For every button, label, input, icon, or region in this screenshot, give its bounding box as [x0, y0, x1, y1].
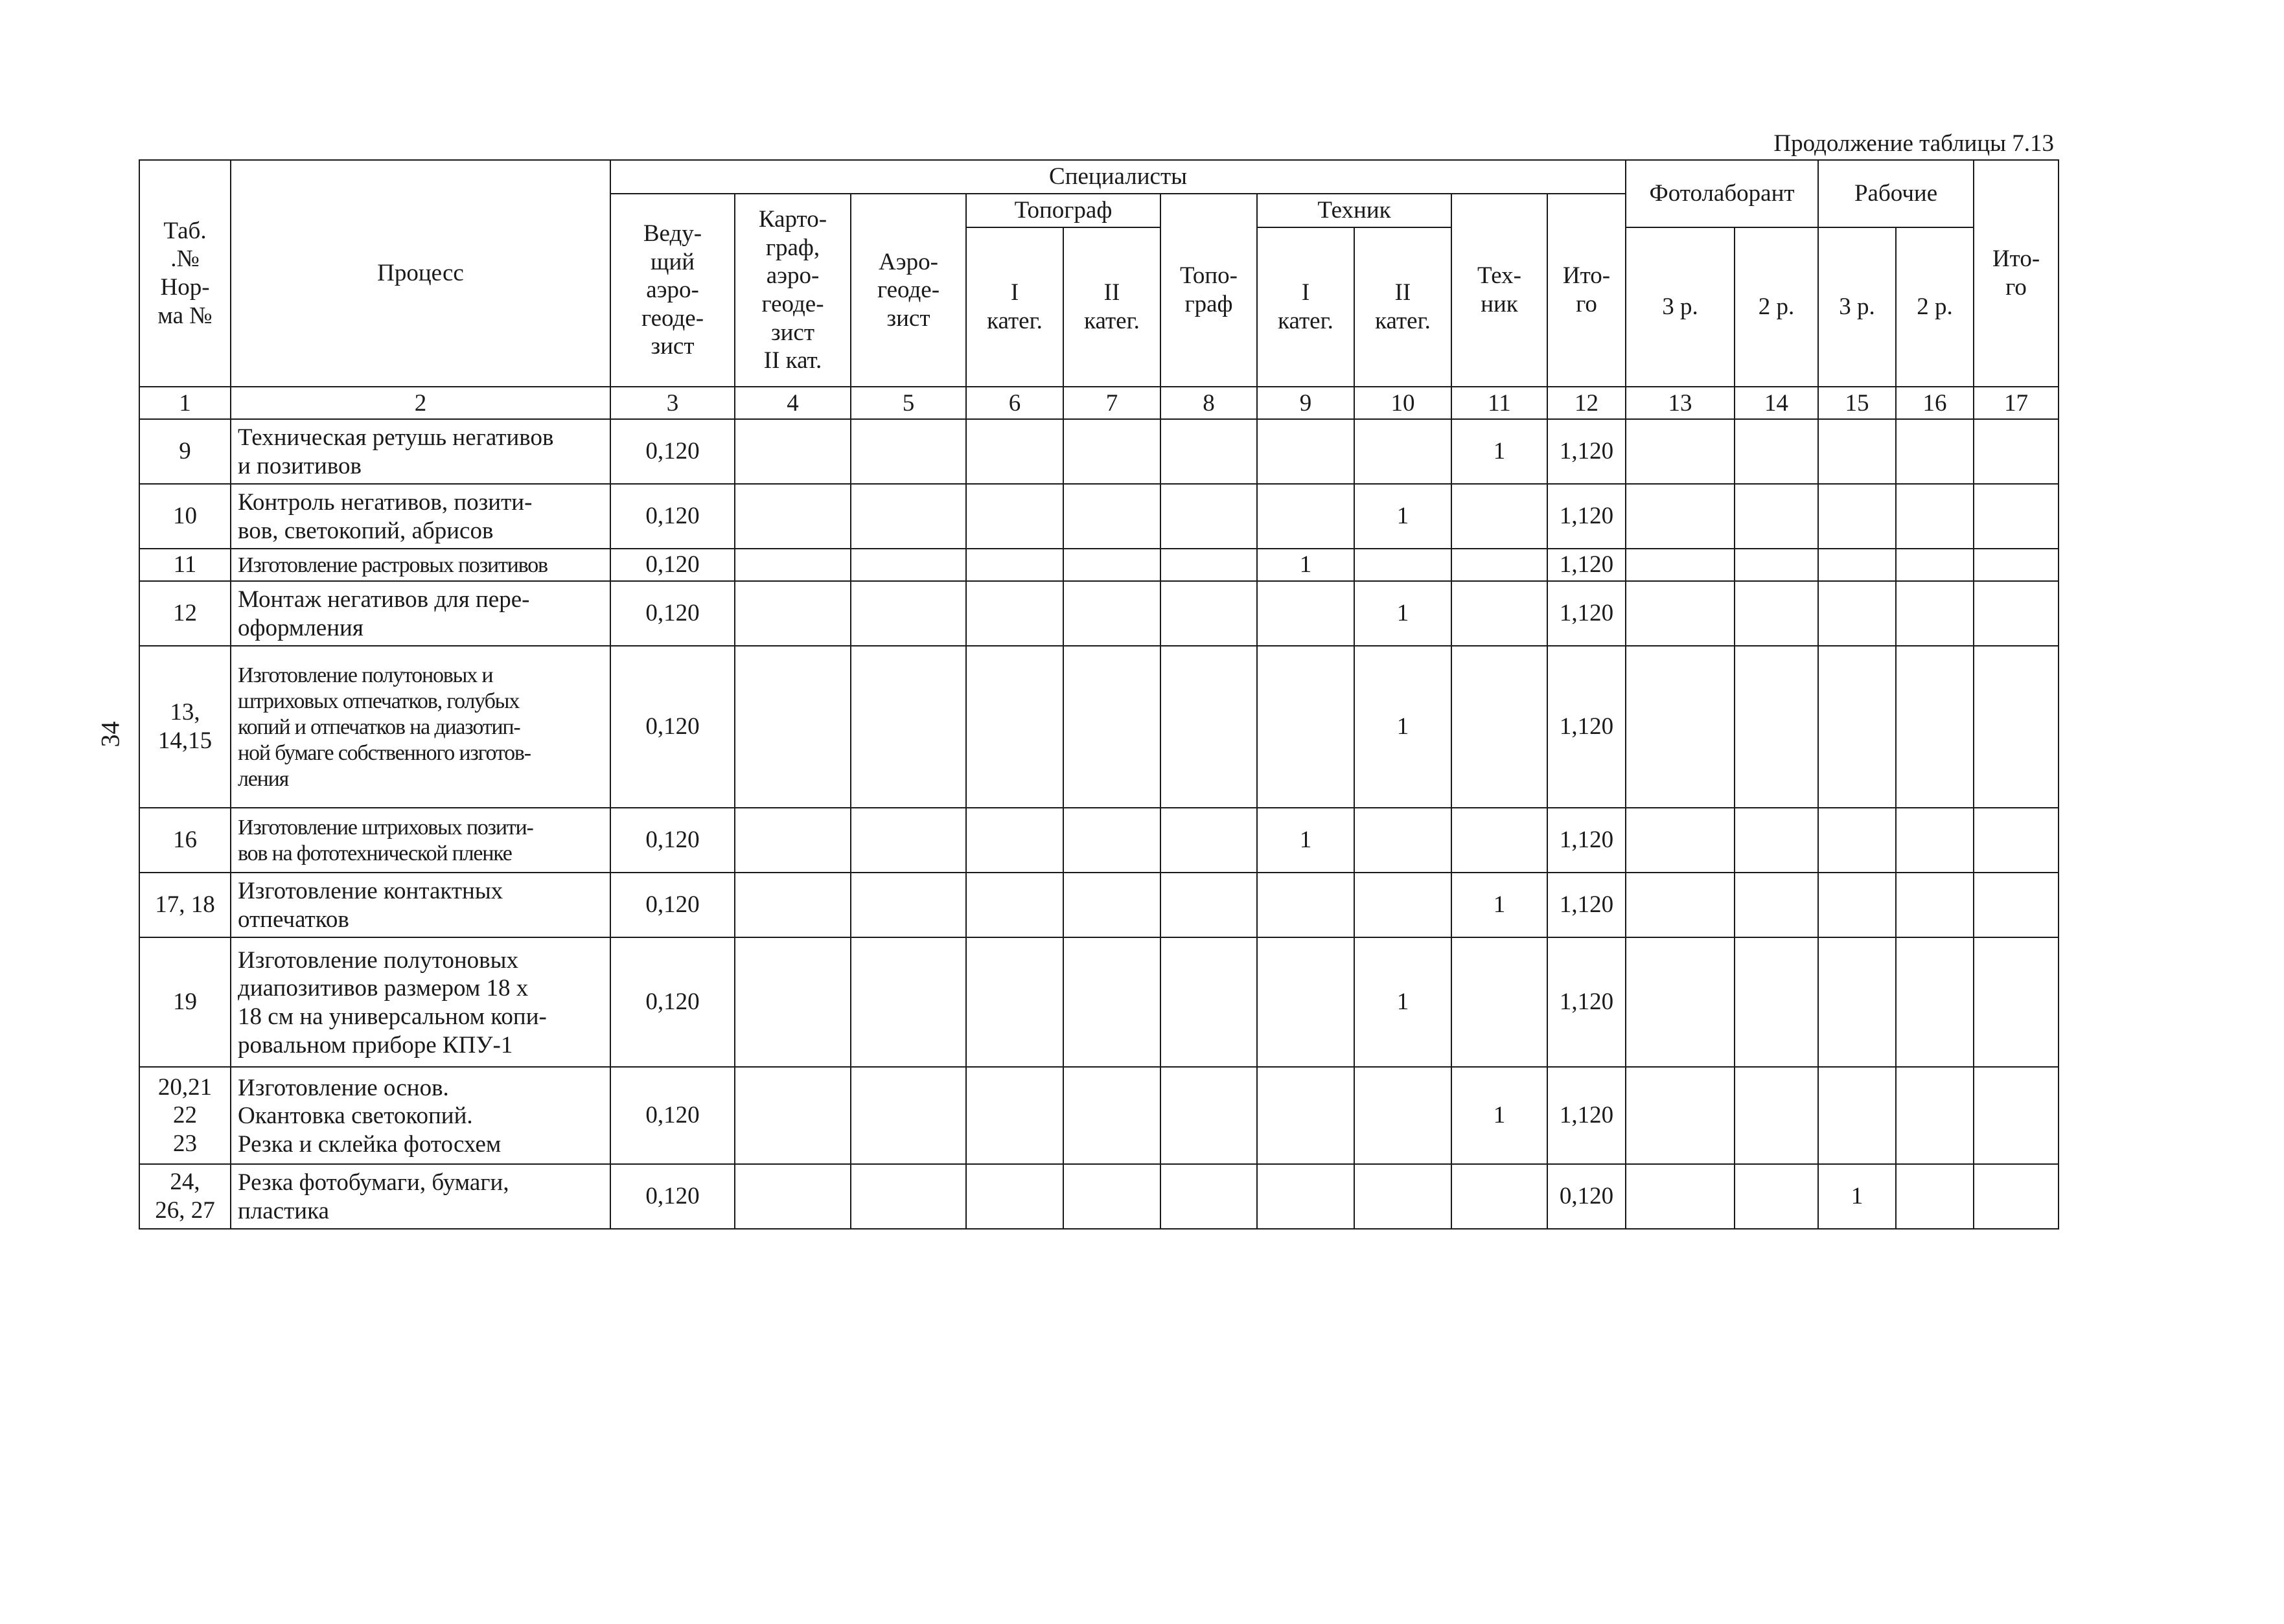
value-cell [735, 581, 851, 646]
value-cell [1354, 1067, 1451, 1164]
process-cell [231, 873, 610, 937]
header-tab-norma [139, 160, 231, 387]
text-line: геоде- [641, 304, 704, 332]
text-line: штриховых отпечатков, голубых [238, 689, 520, 713]
text-line: 23 [173, 1130, 197, 1157]
table-row [139, 646, 2059, 808]
value-cell: 0,120 [610, 937, 735, 1067]
value-cell [1160, 873, 1257, 937]
value-cell [851, 419, 966, 484]
norms-table [139, 159, 2059, 1229]
text-line: ной бумаге собственного изготов- [238, 741, 531, 766]
text-line: 26, 27 [155, 1197, 215, 1224]
value-cell [735, 419, 851, 484]
header-fotolaborant: Фотолаборант [1626, 160, 1818, 227]
value-cell [1451, 1164, 1547, 1229]
value-cell [1063, 873, 1160, 937]
header-itogo-total [1974, 160, 2059, 387]
table-row [139, 937, 2059, 1067]
table-row [139, 1067, 2059, 1164]
text-line: вов, светокопий, абрисов [238, 518, 494, 544]
value-cell [1257, 581, 1354, 646]
value-cell [1626, 581, 1735, 646]
value-cell [1735, 808, 1818, 873]
value-cell [1257, 873, 1354, 937]
text-line: катег. [1084, 308, 1140, 334]
value-cell: 1,120 [1547, 419, 1626, 484]
value-cell [1160, 484, 1257, 549]
text-line: ма № [157, 302, 213, 329]
table-row [139, 808, 2059, 873]
value-cell [1063, 1164, 1160, 1229]
value-cell: 1 [1451, 419, 1547, 484]
value-cell [1063, 646, 1160, 808]
value-cell [1626, 419, 1735, 484]
text-line: диапозитивов размером 18 х [238, 975, 529, 1002]
value-cell: 1 [1818, 1164, 1896, 1229]
header-tekhnik [1451, 194, 1547, 387]
text-line: зист [651, 333, 695, 360]
value-cell: 0,120 [610, 808, 735, 873]
value-cell [1063, 1067, 1160, 1164]
value-cell [1896, 419, 1974, 484]
text-line: 24, [170, 1169, 200, 1196]
text-line: Изготовление полутоновых и [238, 663, 493, 687]
column-number-cell: 6 [966, 387, 1063, 419]
value-cell [1896, 549, 1974, 581]
text-line: 14,15 [157, 727, 213, 754]
value-cell [1896, 937, 1974, 1067]
value-cell [1063, 419, 1160, 484]
value-cell: 1 [1354, 484, 1451, 549]
value-cell [1974, 581, 2059, 646]
value-cell [1896, 808, 1974, 873]
text-line: I [1301, 279, 1310, 306]
value-cell [1896, 581, 1974, 646]
row-number-cell [139, 484, 231, 549]
table-row [139, 581, 2059, 646]
value-cell: 1 [1354, 646, 1451, 808]
table-body [139, 419, 2059, 1229]
column-number-cell: 17 [1974, 387, 2059, 419]
value-cell [1818, 419, 1896, 484]
value-cell [1354, 549, 1451, 581]
value-cell [1735, 419, 1818, 484]
process-cell [231, 808, 610, 873]
row-number-cell [139, 549, 231, 581]
value-cell [1354, 419, 1451, 484]
value-cell: 0,120 [610, 484, 735, 549]
value-cell [851, 549, 966, 581]
value-cell [1451, 937, 1547, 1067]
value-cell [1257, 646, 1354, 808]
value-cell [1160, 937, 1257, 1067]
text-line: II [1103, 279, 1120, 306]
value-cell: 1,120 [1547, 549, 1626, 581]
value-cell [1626, 646, 1735, 808]
header-aerogeodezist [851, 194, 966, 387]
value-cell: 1,120 [1547, 484, 1626, 549]
text-line: Изготовление штриховых позити- [238, 815, 533, 840]
value-cell [1257, 419, 1354, 484]
text-line: аэро- [766, 262, 820, 290]
process-cell [231, 646, 610, 808]
column-number-cell: 5 [851, 387, 966, 419]
text-line: отпечатков [238, 906, 349, 933]
value-cell [966, 873, 1063, 937]
text-line: 18 см на универсальном копи- [238, 1003, 547, 1030]
text-line: 11 [173, 551, 197, 578]
header-tekhnik-cat1 [1257, 227, 1354, 387]
value-cell [1626, 1164, 1735, 1229]
text-line: пластика [238, 1198, 329, 1224]
value-cell [1896, 1164, 1974, 1229]
column-number-cell: 10 [1354, 387, 1451, 419]
value-cell [966, 549, 1063, 581]
value-cell [1735, 1067, 1818, 1164]
header-rab-3r: 3 р. [1818, 227, 1896, 387]
row-number-cell [139, 646, 231, 808]
value-cell [1354, 1164, 1451, 1229]
value-cell: 0,120 [610, 1067, 735, 1164]
value-cell: 1 [1451, 1067, 1547, 1164]
value-cell [1896, 646, 1974, 808]
value-cell [1735, 873, 1818, 937]
text-line: 19 [173, 989, 197, 1016]
value-cell [966, 1164, 1063, 1229]
value-cell [1974, 937, 2059, 1067]
value-cell [1818, 484, 1896, 549]
row-number-cell [139, 873, 231, 937]
value-cell [1896, 873, 1974, 937]
header-foto-2r: 2 р. [1735, 227, 1818, 387]
value-cell [1063, 581, 1160, 646]
value-cell [1974, 549, 2059, 581]
value-cell [735, 484, 851, 549]
value-cell [966, 581, 1063, 646]
text-line: и позитивов [238, 453, 362, 479]
value-cell [1818, 937, 1896, 1067]
page-number: 34 [95, 721, 125, 748]
value-cell: 1,120 [1547, 581, 1626, 646]
value-cell [966, 419, 1063, 484]
table-row [139, 484, 2059, 549]
text-line: Резка и склейка фотосхем [238, 1130, 502, 1158]
value-cell: 0,120 [610, 1164, 735, 1229]
value-cell [1818, 808, 1896, 873]
value-cell [966, 1067, 1063, 1164]
text-line: геоде- [761, 291, 824, 317]
value-cell: 1,120 [1547, 1067, 1626, 1164]
text-line: II кат. [763, 347, 822, 374]
process-cell [231, 581, 610, 646]
header-topograf-cat2 [1063, 227, 1160, 387]
text-line: Топо- [1180, 262, 1238, 290]
value-cell: 1,120 [1547, 646, 1626, 808]
value-cell: 0,120 [610, 873, 735, 937]
value-cell [1974, 808, 2059, 873]
text-line: 17, 18 [155, 891, 215, 919]
value-cell: 0,120 [1547, 1164, 1626, 1229]
column-numbers-row [139, 387, 2059, 419]
row-number-cell [139, 808, 231, 873]
text-line: I [1010, 279, 1019, 306]
process-cell [231, 937, 610, 1067]
value-cell [1160, 549, 1257, 581]
column-number-cell: 16 [1896, 387, 1974, 419]
value-cell [851, 873, 966, 937]
text-line: зист [886, 304, 930, 332]
text-line: Таб. [163, 217, 207, 244]
text-line: аэро- [646, 277, 699, 304]
value-cell [1160, 646, 1257, 808]
value-cell [1626, 484, 1735, 549]
value-cell [1257, 1067, 1354, 1164]
text-line: граф, [765, 234, 820, 261]
text-line: .№ [170, 246, 200, 273]
value-cell: 1,120 [1547, 873, 1626, 937]
value-cell [1974, 646, 2059, 808]
text-line: ник [1481, 291, 1518, 317]
column-number-cell: 12 [1547, 387, 1626, 419]
value-cell [1160, 419, 1257, 484]
value-cell [735, 1067, 851, 1164]
text-line: вов на фототехнической пленке [238, 841, 512, 865]
value-cell [1818, 549, 1896, 581]
text-line: 9 [179, 438, 191, 465]
value-cell [1063, 808, 1160, 873]
column-number-cell: 8 [1160, 387, 1257, 419]
value-cell [1896, 1067, 1974, 1164]
text-line: 10 [173, 503, 197, 530]
value-cell [1735, 581, 1818, 646]
value-cell [1735, 646, 1818, 808]
text-line: го [2005, 274, 2027, 301]
value-cell [1818, 873, 1896, 937]
value-cell [1451, 484, 1547, 549]
value-cell [1451, 581, 1547, 646]
value-cell [1257, 937, 1354, 1067]
text-line: Окантовка светокопий. [238, 1103, 473, 1130]
value-cell [1160, 808, 1257, 873]
value-cell [1974, 1067, 2059, 1164]
table-row [139, 549, 2059, 581]
text-line: ления [238, 767, 289, 792]
header-tekhnik-cat2 [1354, 227, 1451, 387]
column-number-cell: 1 [139, 387, 231, 419]
value-cell [851, 808, 966, 873]
text-line: Техническая ретушь негативов [238, 424, 554, 452]
value-cell: 1 [1257, 808, 1354, 873]
row-number-cell [139, 581, 231, 646]
text-line: Нор- [160, 274, 210, 301]
value-cell [966, 484, 1063, 549]
text-line: зист [770, 319, 814, 346]
row-number-cell [139, 1067, 231, 1164]
column-number-cell: 13 [1626, 387, 1735, 419]
column-number-cell: 2 [231, 387, 610, 419]
value-cell [1974, 419, 2059, 484]
text-line: катег. [987, 308, 1043, 334]
value-cell [1063, 937, 1160, 1067]
row-number-cell [139, 937, 231, 1067]
value-cell [966, 937, 1063, 1067]
text-line: Изготовление растровых позитивов [238, 553, 548, 577]
process-cell [231, 419, 610, 484]
value-cell [1354, 808, 1451, 873]
text-line: го [1576, 291, 1597, 317]
column-number-cell: 11 [1451, 387, 1547, 419]
text-line: геоде- [877, 277, 940, 304]
column-number-cell: 14 [1735, 387, 1818, 419]
value-cell [1626, 549, 1735, 581]
value-cell [1974, 1164, 2059, 1229]
value-cell [851, 937, 966, 1067]
text-line: щий [650, 248, 695, 275]
value-cell [1160, 1067, 1257, 1164]
value-cell [735, 937, 851, 1067]
text-line: Ито- [1562, 262, 1611, 290]
column-number-cell: 15 [1818, 387, 1896, 419]
header-foto-3r: 3 р. [1626, 227, 1735, 387]
column-number-cell: 9 [1257, 387, 1354, 419]
header-topograf-group: Топограф [966, 194, 1160, 227]
header-process: Процесс [231, 160, 610, 387]
value-cell [1160, 1164, 1257, 1229]
value-cell: 1,120 [1547, 808, 1626, 873]
text-line: копий и отпечатков на диазотип- [238, 715, 520, 739]
value-cell: 1 [1354, 581, 1451, 646]
text-line: 13, [170, 699, 200, 726]
header-tekhnik-group: Техник [1257, 194, 1451, 227]
value-cell [1735, 484, 1818, 549]
value-cell [851, 484, 966, 549]
text-line: 12 [173, 600, 197, 627]
value-cell [966, 646, 1063, 808]
header-specialists: Специалисты [610, 160, 1626, 194]
value-cell [1257, 1164, 1354, 1229]
value-cell [1735, 549, 1818, 581]
process-cell [231, 484, 610, 549]
process-cell [231, 1067, 610, 1164]
value-cell: 1 [1257, 549, 1354, 581]
header-itogo-specialists [1547, 194, 1626, 387]
value-cell [1451, 549, 1547, 581]
value-cell [735, 808, 851, 873]
text-line: оформления [238, 615, 363, 641]
text-line: 22 [173, 1102, 197, 1129]
value-cell: 1,120 [1547, 937, 1626, 1067]
text-line: 16 [173, 827, 197, 854]
value-cell: 0,120 [610, 581, 735, 646]
text-line: Тех- [1477, 262, 1521, 290]
text-line: ровальном приборе КПУ-1 [238, 1031, 513, 1058]
value-cell [1735, 937, 1818, 1067]
value-cell [735, 1164, 851, 1229]
table-header [139, 160, 2059, 419]
value-cell [735, 646, 851, 808]
value-cell [1818, 1067, 1896, 1164]
value-cell [851, 1164, 966, 1229]
header-kartograf [735, 194, 851, 387]
value-cell [1354, 873, 1451, 937]
value-cell [1257, 484, 1354, 549]
table-caption: Продолжение таблицы 7.13 [1773, 130, 2054, 157]
header-rabochie: Рабочие [1818, 160, 1974, 227]
text-line: Резка фотобумаги, бумаги, [238, 1169, 509, 1196]
value-cell: 1 [1451, 873, 1547, 937]
text-line: Ито- [1992, 246, 2040, 273]
value-cell: 0,120 [610, 549, 735, 581]
value-cell [1626, 937, 1735, 1067]
value-cell [851, 581, 966, 646]
value-cell [1063, 484, 1160, 549]
value-cell [851, 1067, 966, 1164]
value-cell: 1 [1354, 937, 1451, 1067]
process-cell [231, 549, 610, 581]
value-cell [851, 646, 966, 808]
text-line: катег. [1375, 308, 1431, 334]
value-cell [966, 808, 1063, 873]
value-cell [735, 549, 851, 581]
value-cell: 0,120 [610, 646, 735, 808]
table-row [139, 1164, 2059, 1229]
text-line: граф [1184, 291, 1233, 317]
value-cell [1896, 484, 1974, 549]
text-line: Изготовление основ. [238, 1074, 449, 1101]
column-number-cell: 3 [610, 387, 735, 419]
table-row [139, 873, 2059, 937]
text-line: Контроль негативов, позити- [238, 489, 533, 516]
text-line: Веду- [643, 220, 702, 247]
value-cell: 0,120 [610, 419, 735, 484]
process-cell [231, 1164, 610, 1229]
text-line: Изготовление полутоновых [238, 946, 519, 974]
value-cell [1735, 1164, 1818, 1229]
value-cell [1160, 581, 1257, 646]
header-rab-2r: 2 р. [1896, 227, 1974, 387]
value-cell [1063, 549, 1160, 581]
value-cell [1974, 484, 2059, 549]
table-row [139, 419, 2059, 484]
column-number-cell: 7 [1063, 387, 1160, 419]
text-line: 20,21 [157, 1073, 213, 1101]
text-line: Аэро- [879, 248, 938, 275]
text-line: Изготовление контактных [238, 878, 503, 905]
text-line: катег. [1278, 308, 1333, 334]
value-cell [1818, 646, 1896, 808]
value-cell [1451, 646, 1547, 808]
column-number-cell: 4 [735, 387, 851, 419]
text-line: Карто- [758, 206, 827, 233]
value-cell [1626, 808, 1735, 873]
value-cell [1626, 1067, 1735, 1164]
row-number-cell [139, 1164, 231, 1229]
value-cell [1818, 581, 1896, 646]
header-vedushchiy [610, 194, 735, 387]
value-cell [1451, 808, 1547, 873]
header-topograf [1160, 194, 1257, 387]
value-cell [735, 873, 851, 937]
text-line: II [1394, 279, 1411, 306]
value-cell [1626, 873, 1735, 937]
text-line: Монтаж негативов для пере- [238, 586, 530, 613]
header-topograf-cat1 [966, 227, 1063, 387]
value-cell [1974, 873, 2059, 937]
row-number-cell [139, 419, 231, 484]
